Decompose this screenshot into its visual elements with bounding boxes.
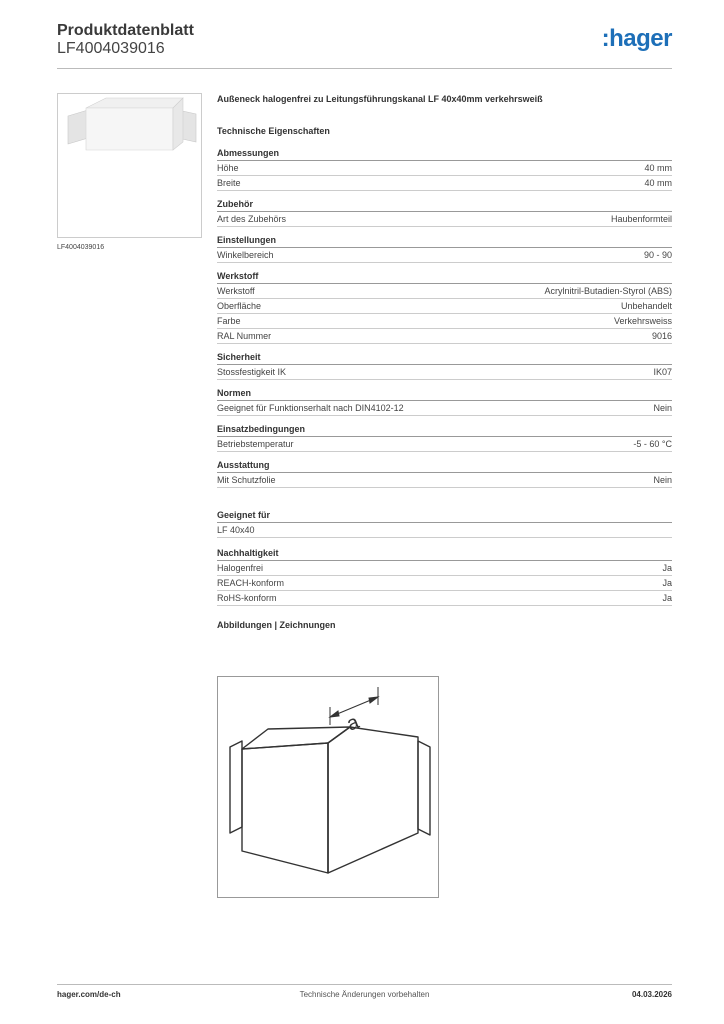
property-row <box>217 299 672 314</box>
section-title: Nachhaltigkeit <box>217 548 672 561</box>
property-row <box>217 401 672 416</box>
property-row <box>217 248 672 263</box>
property-value: -5 - 60 °C <box>633 439 672 449</box>
property-value: 9016 <box>651 331 672 341</box>
footer-website[interactable]: hager.com/de-ch <box>57 990 121 999</box>
dimension-label: a <box>343 711 363 736</box>
property-row <box>217 329 672 344</box>
property-label: Art des Zubehörs <box>217 214 287 224</box>
section-zubeh-r <box>217 199 672 227</box>
page-header <box>57 20 672 68</box>
property-label: Oberfläche <box>217 301 262 311</box>
property-value: 40 mm <box>644 163 672 173</box>
property-label: Geeignet für Funktionserhalt nach DIN4102-12 <box>217 403 404 413</box>
product-details <box>217 94 672 630</box>
section-title: Ausstattung <box>217 460 672 473</box>
product-title: Außeneck halogenfrei zu Leitungsführungskanal LF 40x40mm verkehrsweiß <box>217 94 543 104</box>
property-row <box>217 591 672 606</box>
property-label: Stossfestigkeit IK <box>217 367 287 377</box>
technical-drawing <box>217 676 439 898</box>
section-title: Einstellungen <box>217 235 672 248</box>
property-row <box>217 365 672 380</box>
property-label: RoHS-konform <box>217 593 277 603</box>
property-label: Werkstoff <box>217 286 255 296</box>
property-label: Betriebstemperatur <box>217 439 294 449</box>
property-row <box>217 473 672 488</box>
property-row <box>217 176 672 191</box>
property-value: Haubenformteil <box>610 214 672 224</box>
section-title: Einsatzbedingungen <box>217 424 672 437</box>
figures-heading: Abbildungen | Zeichnungen <box>217 620 336 630</box>
section-sicherheit <box>217 352 672 380</box>
property-label: Farbe <box>217 316 241 326</box>
property-value: Nein <box>653 475 672 485</box>
header-divider <box>57 68 672 69</box>
document-title: Produktdatenblatt <box>57 22 194 39</box>
property-label: Mit Schutzfolie <box>217 475 276 485</box>
hager-logo: :hager <box>601 25 672 52</box>
section-title: Zubehör <box>217 199 672 212</box>
property-value: Acrylnitril-Butadien-Styrol (ABS) <box>544 286 672 296</box>
property-label: REACH-konform <box>217 578 285 588</box>
section-abmessungen <box>217 148 672 191</box>
property-row <box>217 212 672 227</box>
product-thumbnail-image <box>58 94 201 237</box>
property-row <box>217 161 672 176</box>
section-ausstattung <box>217 460 672 488</box>
property-label: Höhe <box>217 163 239 173</box>
footer-note: Technische Änderungen vorbehalten <box>299 990 430 999</box>
logo-text: hager <box>609 25 672 52</box>
article-number: LF4004039016 <box>57 40 165 57</box>
property-label: LF 40x40 <box>217 525 255 535</box>
property-label: Halogenfrei <box>217 563 264 573</box>
property-value: Ja <box>662 578 672 588</box>
thumbnail-caption: LF4004039016 <box>57 244 105 251</box>
section-title: Abmessungen <box>217 148 672 161</box>
section-suitable-for <box>217 510 672 538</box>
section-werkstoff <box>217 271 672 344</box>
spacer <box>217 496 672 510</box>
property-row <box>217 284 672 299</box>
technical-properties-heading: Technische Eigenschaften <box>217 126 330 136</box>
section-sustainability <box>217 548 672 606</box>
property-value: Verkehrsweiss <box>613 316 672 326</box>
property-row <box>217 523 672 538</box>
property-value: Unbehandelt <box>620 301 672 311</box>
corner-drawing <box>218 677 438 897</box>
section-einsatzbedingungen <box>217 424 672 452</box>
property-label: Breite <box>217 178 241 188</box>
footer-date: 04.03.2026 <box>631 990 672 999</box>
section-einstellungen <box>217 235 672 263</box>
section-title: Sicherheit <box>217 352 672 365</box>
section-title: Werkstoff <box>217 271 672 284</box>
property-row <box>217 576 672 591</box>
property-value: Nein <box>653 403 672 413</box>
property-value: 90 - 90 <box>643 250 672 260</box>
properties-sections <box>217 148 672 488</box>
footer-divider <box>57 984 672 985</box>
section-normen <box>217 388 672 416</box>
property-row <box>217 314 672 329</box>
property-label: RAL Nummer <box>217 331 272 341</box>
property-label: Winkelbereich <box>217 250 274 260</box>
product-thumbnail <box>57 93 202 238</box>
property-value: 40 mm <box>644 178 672 188</box>
property-value: Ja <box>662 593 672 603</box>
property-value: Ja <box>662 563 672 573</box>
property-value: IK07 <box>653 367 672 377</box>
property-row <box>217 561 672 576</box>
property-row <box>217 437 672 452</box>
section-title: Geeignet für <box>217 510 672 523</box>
section-title: Normen <box>217 388 672 401</box>
